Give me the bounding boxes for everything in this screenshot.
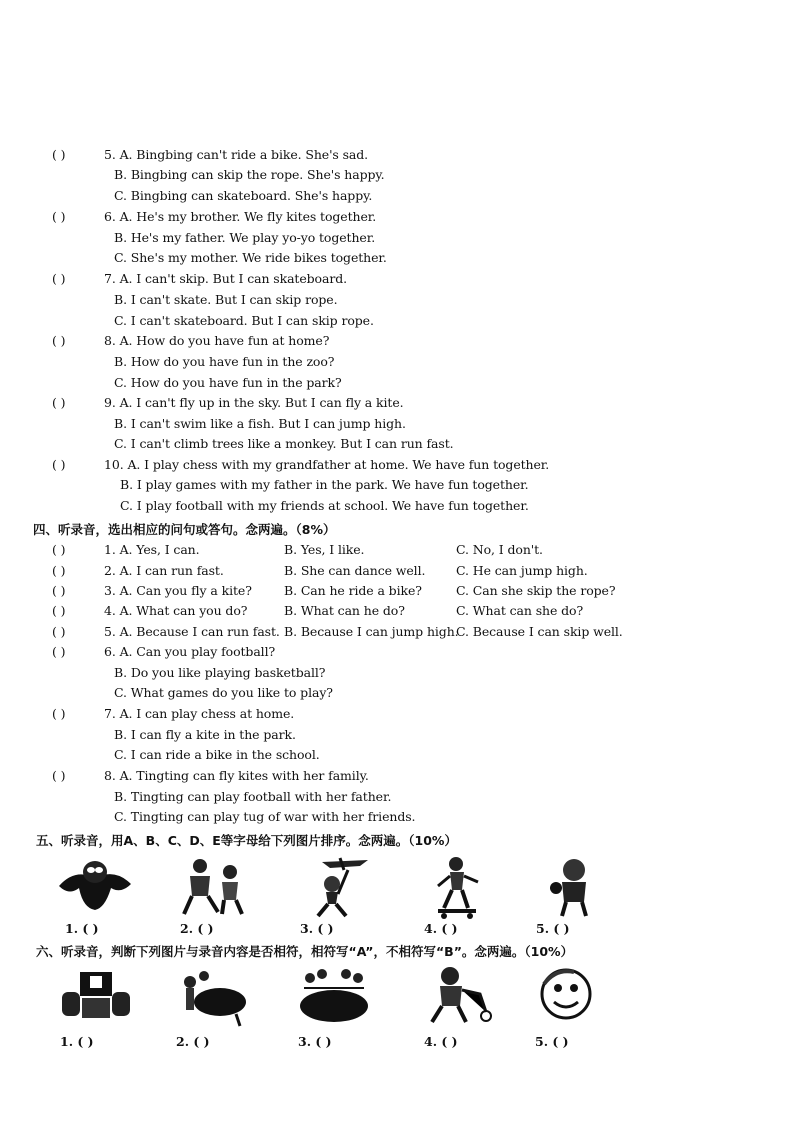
option-a: A. What can you do?: [119, 603, 248, 618]
answer-blank[interactable]: ( ): [52, 768, 66, 783]
picture-smiling-kid: [538, 966, 596, 1022]
picture-answer-4[interactable]: 4. ( ): [424, 921, 458, 936]
question-item: [52, 624, 280, 639]
option-b: B. Can he ride a bike?: [284, 583, 422, 598]
option-b: B. I can't skate. But I can skip rope.: [114, 292, 338, 307]
question-item: [52, 706, 294, 721]
question-item: [52, 603, 247, 618]
picture-kids-pond: [176, 966, 248, 1028]
option-c: C. He can jump high.: [456, 563, 588, 578]
question-number: 1.: [104, 542, 116, 557]
section5-title: 五、听录音，用A、B、C、D、E等字母给下列图片排序。念两遍。（10%）: [36, 833, 457, 848]
option-b: B. What can he do?: [284, 603, 405, 618]
question-item: [52, 209, 376, 224]
question-item: [52, 542, 200, 557]
picture-judge-1[interactable]: 1. ( ): [60, 1034, 94, 1049]
question-number: 10.: [104, 457, 124, 472]
picture-answer-2[interactable]: 2. ( ): [180, 921, 214, 936]
option-a: A. Can you play football?: [119, 644, 276, 659]
option-c: C. I can't skateboard. But I can skip rope.: [114, 313, 374, 328]
picture-watching-tv: [58, 966, 134, 1024]
answer-blank[interactable]: ( ): [52, 563, 66, 578]
option-c: C. Because I can skip well.: [456, 624, 623, 639]
picture-answer-3[interactable]: 3. ( ): [300, 921, 334, 936]
question-number: 5.: [104, 147, 116, 162]
question-item: [52, 147, 368, 162]
question-number: 6.: [104, 209, 116, 224]
option-b: B. Tingting can play football with her father.: [114, 789, 392, 804]
answer-blank[interactable]: ( ): [52, 624, 66, 639]
picture-judge-4[interactable]: 4. ( ): [424, 1034, 458, 1049]
option-a: A. Tingting can fly kites with her family.: [119, 768, 369, 783]
question-number: 7.: [104, 706, 116, 721]
option-a: A. I can play chess at home.: [119, 706, 295, 721]
section4-title: 四、听录音，选出相应的问句或答句。念两遍。（8%）: [33, 522, 336, 537]
picture-judge-3[interactable]: 3. ( ): [298, 1034, 332, 1049]
question-item: [52, 457, 549, 472]
option-b: B. Yes, I like.: [284, 542, 365, 557]
option-c: C. How do you have fun in the park?: [114, 375, 342, 390]
option-a: A. Yes, I can.: [119, 542, 200, 557]
question-item: [52, 768, 369, 783]
question-number: 2.: [104, 563, 116, 578]
answer-blank[interactable]: ( ): [52, 271, 66, 286]
question-number: 6.: [104, 644, 116, 659]
section6-title: 六、听录音，判断下列图片与录音内容是否相符，相符写“A”，不相符写“B”。念两遍。（10%）: [36, 944, 574, 959]
question-number: 3.: [104, 583, 116, 598]
question-item: [52, 271, 347, 286]
option-b: B. I can fly a kite in the park.: [114, 727, 296, 742]
question-number: 4.: [104, 603, 116, 618]
option-a: A. I can't fly up in the sky. But I can fly a kite.: [119, 395, 404, 410]
question-number: 9.: [104, 395, 116, 410]
answer-blank[interactable]: ( ): [52, 542, 66, 557]
option-b: B. She can dance well.: [284, 563, 426, 578]
picture-kid-with-plane: [300, 854, 372, 918]
answer-blank[interactable]: ( ): [52, 603, 66, 618]
picture-ping-pong-kid: [548, 856, 598, 918]
option-c: C. She's my mother. We ride bikes together.: [114, 250, 387, 265]
option-b: B. How do you have fun in the zoo?: [114, 354, 335, 369]
picture-judge-2[interactable]: 2. ( ): [176, 1034, 210, 1049]
answer-blank[interactable]: ( ): [52, 644, 66, 659]
option-a: A. He's my brother. We fly kites together.: [119, 209, 377, 224]
option-b: B. I play games with my father in the park. We have fun together.: [120, 477, 529, 492]
question-item: [52, 563, 224, 578]
picture-skateboarding-kid: [430, 856, 486, 920]
option-c: C. Can she skip the rope?: [456, 583, 616, 598]
answer-blank[interactable]: ( ): [52, 706, 66, 721]
picture-answer-1[interactable]: 1. ( ): [65, 921, 99, 936]
option-a: A. Can you fly a kite?: [119, 583, 252, 598]
option-b: B. I can't swim like a fish. But I can jump high.: [114, 416, 406, 431]
option-c: C. No, I don't.: [456, 542, 543, 557]
answer-blank[interactable]: ( ): [52, 583, 66, 598]
picture-superhero-kid: [55, 856, 135, 914]
picture-judge-5[interactable]: 5. ( ): [535, 1034, 569, 1049]
option-c: C. Tingting can play tug of war with her friends.: [114, 809, 416, 824]
answer-blank[interactable]: ( ): [52, 147, 66, 162]
answer-blank[interactable]: ( ): [52, 209, 66, 224]
option-c: C. What games do you like to play?: [114, 685, 333, 700]
option-b: B. Do you like playing basketball?: [114, 665, 326, 680]
answer-blank[interactable]: ( ): [52, 395, 66, 410]
option-a: A. Because I can run fast.: [119, 624, 280, 639]
picture-tug-of-war: [298, 964, 370, 1026]
option-a: A. How do you have fun at home?: [119, 333, 330, 348]
question-item: [52, 333, 329, 348]
option-b: B. Bingbing can skip the rope. She's happy.: [114, 167, 385, 182]
option-a: A. I can't skip. But I can skateboard.: [119, 271, 347, 286]
option-c: C. What can she do?: [456, 603, 584, 618]
question-number: 8.: [104, 768, 116, 783]
option-c: C. Bingbing can skateboard. She's happy.: [114, 188, 373, 203]
option-a: A. Bingbing can't ride a bike. She's sad.: [119, 147, 369, 162]
option-a: A. I can run fast.: [119, 563, 224, 578]
answer-blank[interactable]: ( ): [52, 333, 66, 348]
option-a: A. I play chess with my grandfather at home. We have fun together.: [127, 457, 550, 472]
question-item: [52, 395, 404, 410]
question-item: [52, 644, 275, 659]
question-item: [52, 583, 252, 598]
picture-answer-5[interactable]: 5. ( ): [536, 921, 570, 936]
question-number: 8.: [104, 333, 116, 348]
option-c: C. I can't climb trees like a monkey. But I can run fast.: [114, 436, 454, 451]
option-c: C. I can ride a bike in the school.: [114, 747, 320, 762]
picture-two-kids: [178, 856, 250, 918]
answer-blank[interactable]: ( ): [52, 457, 66, 472]
option-b: B. Because I can jump high.: [284, 624, 459, 639]
option-b: B. He's my father. We play yo-yo together.: [114, 230, 376, 245]
option-c: C. I play football with my friends at school. We have fun together.: [120, 498, 529, 513]
question-number: 7.: [104, 271, 116, 286]
question-number: 5.: [104, 624, 116, 639]
picture-yo-yo-kid: [420, 964, 496, 1026]
